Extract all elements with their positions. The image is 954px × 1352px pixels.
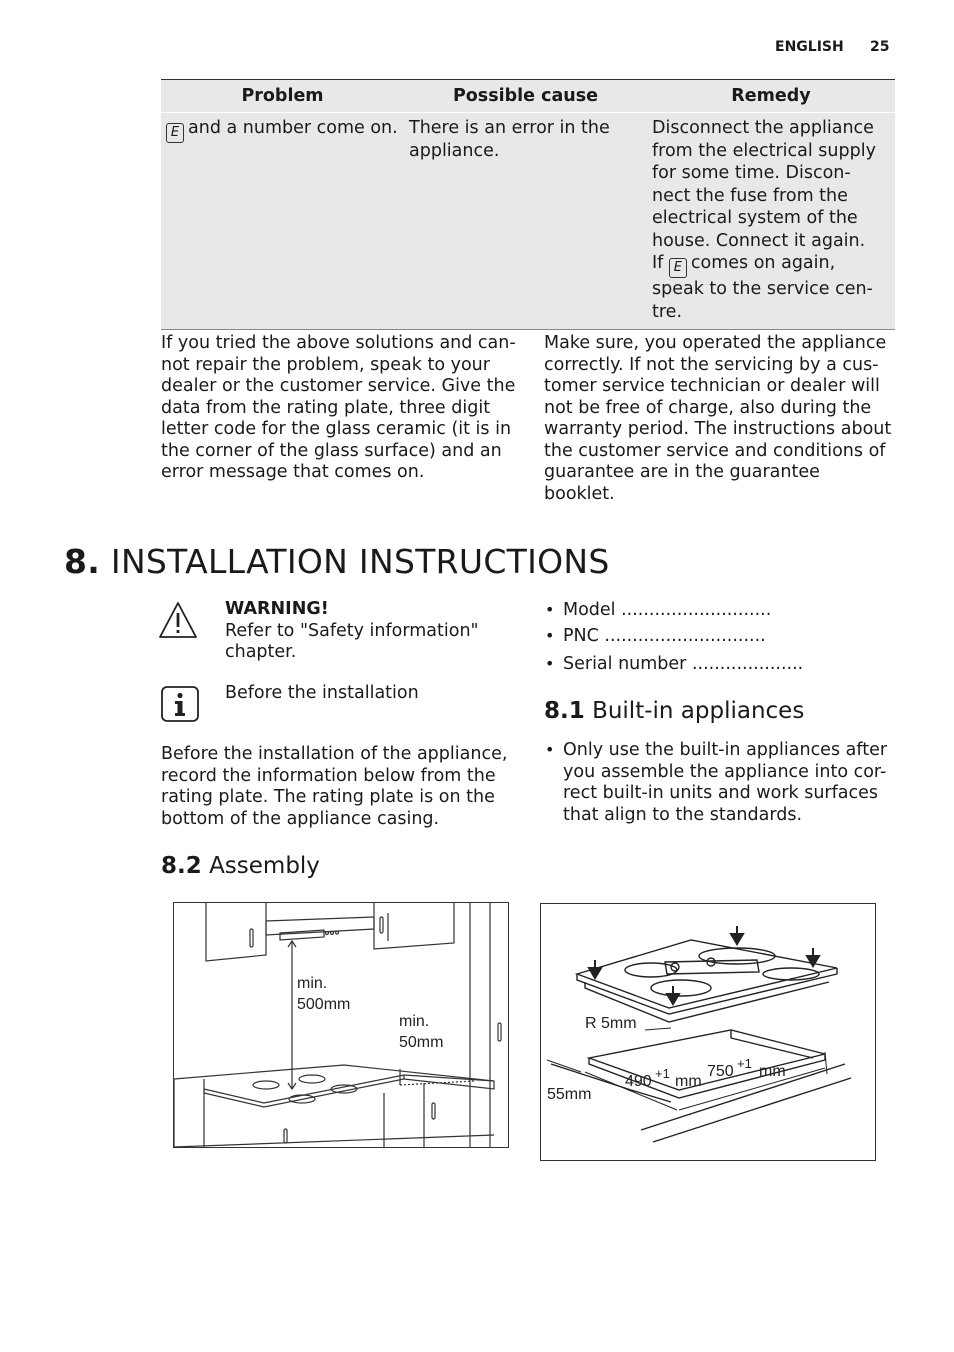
remedy-if: If [652,253,664,273]
text-line: not be free of charge, also during the [544,397,872,418]
remedy-line: for some time. Discon- [652,163,851,183]
label-width-tolerance: +1 [737,1056,752,1071]
text-line: Make sure, you operated the appliance [544,333,887,353]
cell-problem [161,113,404,330]
text-line: error message that comes on. [161,462,425,482]
bullet-dot: • [545,626,555,645]
label-width: 750 [707,1063,734,1080]
subsection-number: 8.1 [544,698,585,724]
label-depth-unit: mm [675,1073,702,1090]
header-possible-cause: Possible cause [404,80,647,113]
info-note: Before the installation [225,683,419,703]
text-line: letter code for the glass ceramic (it is in [161,419,512,439]
text-line: not repair the problem, speak to your [161,354,490,375]
text-line: the corner of the glass surface) and an [161,440,502,461]
text-line: data from the rating plate, three digit [161,397,491,418]
remedy-if-line [652,252,890,278]
section-title-text: INSTALLATION INSTRUCTIONS [110,542,610,581]
after-table-right [544,333,894,505]
record-item-pnc: PNC ............................. [563,626,766,646]
label-depth-tolerance: +1 [655,1066,670,1081]
text-line: Before the installation of the appliance, [161,744,508,764]
text-line: Only use the built-in appliances after [563,740,888,760]
cell-remedy [647,113,895,330]
troubleshooting-table [161,79,895,330]
error-symbol-icon: E [669,258,687,278]
install-paragraph [161,744,521,830]
figure-cutout-dimensions [540,903,876,1161]
error-symbol-icon: E [166,123,184,143]
section-title [64,542,610,581]
text-line: the customer service and conditions of [544,440,886,461]
page-number: 25 [870,39,890,55]
text-line: you assemble the appliance into cor- [563,761,887,782]
label-width-unit: mm [759,1063,786,1080]
kitchen-illustration [174,903,508,1147]
subsection-title-text: Built-in appliances [592,698,805,724]
cutout-illustration [541,904,875,1160]
remedy-line: from the electrical supply [652,140,876,161]
bullet-dot: • [545,740,555,759]
figure-kitchen-clearance [173,902,509,1148]
subsection-8-2-title [161,853,320,879]
remedy-line: speak to the service cen- [652,279,873,299]
header-problem: Problem [161,80,404,113]
warning-line: chapter. [225,642,297,662]
label-edge-distance: 55mm [547,1086,592,1103]
warning-block [225,599,515,664]
remedy-line: Disconnect the appliance [652,118,874,138]
label-depth: 490 [625,1073,652,1090]
label-radius: R 5mm [585,1015,637,1032]
text-line: If you tried the above solutions and can- [161,333,516,353]
text-line: warranty period. The instructions about [544,419,892,439]
text-line: rating plate. The rating plate is on the [161,787,495,807]
bullet-dot: • [545,654,555,673]
subsection-title-text: Assembly [209,853,320,879]
subsection-8-1-title [544,698,804,724]
subsection-number: 8.2 [161,853,202,879]
record-item-serial: Serial number .................... [563,654,804,674]
info-icon [161,686,199,722]
text-line: that align to the standards. [563,804,803,825]
section-number: 8. [64,542,101,581]
label-min-50-line1: min. [399,1013,430,1030]
remedy-line: house. Connect it again. [652,230,866,251]
table-row [161,113,895,330]
text-line: rect built-in units and work surfaces [563,783,879,803]
remedy-line: nect the fuse from the [652,185,848,206]
text-line: dealer or the customer service. Give the [161,376,516,396]
text-line: bottom of the appliance casing. [161,808,440,829]
label-min-50-line2: 50mm [399,1034,444,1051]
header-remedy: Remedy [647,80,895,113]
warning-line: Refer to "Safety information" [225,620,479,641]
text-line: guarantee are in the guarantee booklet. [544,462,820,504]
remedy-line: tre. [652,301,683,322]
after-table-left [161,333,531,484]
problem-text: and a number come on. [188,118,398,138]
cell-cause: There is an error in the appliance. [404,113,647,330]
built-in-bullet [563,740,893,826]
warning-icon [158,601,198,639]
remedy-rest: comes on again, [690,253,836,273]
bullet-dot: • [545,600,555,619]
label-min-500-line1: min. [297,975,328,992]
label-min-500-line2: 500mm [297,996,351,1013]
remedy-line: electrical system of the [652,208,858,228]
text-line: correctly. If not the servicing by a cus- [544,354,879,375]
header-language: ENGLISH [775,39,844,55]
record-item-model: Model ........................... [563,600,772,620]
text-line: tomer service technician or dealer will [544,376,880,396]
text-line: record the information below from the [161,765,496,786]
warning-title: WARNING! [225,599,329,619]
